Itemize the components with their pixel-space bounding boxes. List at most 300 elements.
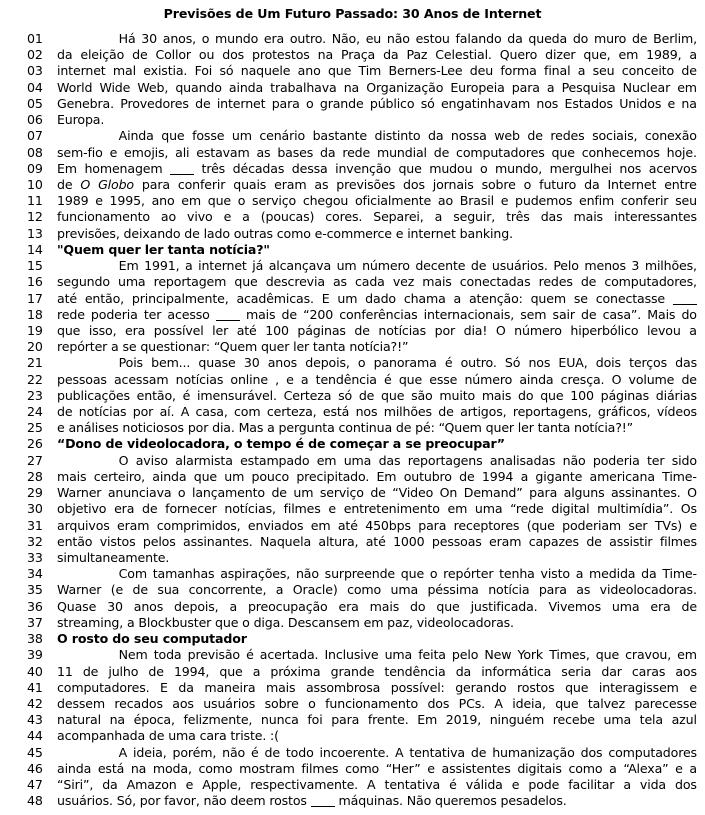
line-text-run: Paz bbox=[406, 47, 428, 63]
line-word bbox=[290, 31, 326, 46]
line-word bbox=[57, 193, 88, 208]
line-word bbox=[631, 258, 639, 273]
line-word bbox=[259, 128, 305, 143]
line-text-run: assinantes. bbox=[183, 533, 253, 549]
line-text-run: filmes bbox=[301, 760, 339, 776]
line-text-run: é bbox=[182, 387, 191, 403]
line-text-run: de bbox=[132, 582, 148, 598]
line-text-run: a bbox=[689, 760, 697, 776]
line-number: 10 bbox=[27, 176, 43, 192]
line-word bbox=[344, 501, 440, 516]
line-word bbox=[385, 777, 441, 792]
line-text-run: então, bbox=[84, 290, 125, 306]
line-text-run: de bbox=[148, 663, 164, 679]
line-number: 11 bbox=[27, 193, 43, 209]
line-content bbox=[55, 209, 705, 224]
text-line bbox=[0, 485, 705, 501]
line-text-run: e bbox=[511, 777, 520, 793]
line-text-run: anos, bbox=[162, 31, 196, 46]
line-text-run: mais bbox=[57, 468, 87, 484]
line-text-run: sem bbox=[520, 306, 547, 322]
text-line bbox=[0, 582, 705, 598]
line-word bbox=[656, 388, 697, 403]
line-word bbox=[239, 761, 295, 776]
line-text-run: acompanhada de uma cara triste. :( bbox=[57, 728, 279, 744]
line-text-run: na bbox=[343, 79, 360, 95]
line-text-run: a bbox=[229, 598, 238, 614]
line-word bbox=[460, 193, 494, 208]
line-text-run: o bbox=[177, 485, 186, 501]
line-text-run: é bbox=[449, 777, 457, 793]
line-text-run: de bbox=[82, 663, 99, 679]
line-word bbox=[57, 209, 150, 224]
line-text-run: acesso bbox=[167, 306, 210, 322]
line-word bbox=[153, 761, 192, 776]
line-text-run: certeiro, bbox=[93, 468, 146, 484]
line-word bbox=[301, 761, 338, 776]
line-word bbox=[241, 63, 291, 78]
line-word bbox=[57, 96, 114, 111]
line-text-run: conferir bbox=[620, 193, 669, 209]
text-line bbox=[0, 291, 705, 307]
line-word bbox=[252, 193, 296, 208]
line-text-run: de bbox=[370, 485, 386, 501]
line-word bbox=[521, 469, 529, 484]
line-word bbox=[292, 161, 328, 176]
line-text-run: foi bbox=[307, 712, 323, 728]
line-text-run: computadores bbox=[608, 744, 697, 760]
line-number: 08 bbox=[27, 144, 43, 160]
line-number: 05 bbox=[27, 95, 43, 111]
line-word bbox=[539, 582, 567, 597]
line-text-run: chama bbox=[403, 290, 446, 306]
line-word bbox=[438, 404, 453, 419]
line-number: 38 bbox=[27, 631, 43, 647]
line-text-run: todo bbox=[285, 744, 314, 760]
line-word bbox=[151, 355, 190, 370]
line-text-run: para bbox=[538, 582, 567, 598]
line-text-run: gráficos, bbox=[597, 404, 651, 420]
line-content bbox=[55, 291, 705, 306]
line-text-run: aos bbox=[675, 663, 697, 679]
line-text-run: público bbox=[369, 95, 415, 111]
line-text-run: o bbox=[479, 160, 488, 176]
line-text-run: segundo bbox=[57, 274, 110, 290]
line-text-run: décadas bbox=[232, 160, 285, 176]
line-word bbox=[634, 696, 697, 711]
line-text-run: as bbox=[314, 176, 329, 192]
line-word bbox=[114, 501, 134, 516]
text-line bbox=[0, 145, 705, 161]
line-word bbox=[143, 63, 187, 78]
line-text-run: notícias bbox=[175, 371, 224, 387]
line-text-run: Há bbox=[118, 31, 136, 46]
line-word bbox=[57, 777, 93, 792]
line-text-run: a bbox=[252, 663, 261, 679]
line-text-run: digitais bbox=[517, 760, 562, 776]
fill-in-blank bbox=[673, 304, 697, 305]
line-number: 46 bbox=[27, 760, 43, 776]
line-word bbox=[337, 291, 357, 306]
line-word bbox=[250, 777, 358, 792]
line-word bbox=[320, 745, 390, 760]
line-text-run: forma bbox=[500, 63, 537, 79]
line-text-run: 1989 bbox=[57, 193, 89, 209]
line-word bbox=[459, 696, 485, 711]
page-title: Previsões de Um Futuro Passado: 30 Anos de Internet bbox=[163, 6, 542, 21]
line-word bbox=[238, 193, 246, 208]
line-word bbox=[619, 161, 641, 176]
line-text-run: de bbox=[438, 404, 454, 420]
line-text-run: muro bbox=[593, 31, 627, 46]
line-text-run: o bbox=[237, 193, 246, 209]
line-word bbox=[488, 582, 529, 597]
line-text-run: existia. bbox=[143, 63, 188, 79]
line-word bbox=[381, 388, 404, 403]
line-word bbox=[454, 291, 462, 306]
line-text-run: parecesse bbox=[634, 695, 697, 711]
line-word bbox=[515, 193, 572, 208]
line-word bbox=[183, 534, 253, 549]
line-text-run: de bbox=[681, 371, 697, 387]
line-text-run: usuários bbox=[203, 695, 256, 711]
line-text-run: só bbox=[420, 95, 435, 111]
line-word bbox=[453, 209, 495, 224]
line-text-run: a bbox=[689, 47, 697, 63]
line-content bbox=[55, 582, 705, 597]
line-word bbox=[545, 47, 575, 62]
line-text-run: homenagem bbox=[84, 160, 163, 176]
line-text-run: ao bbox=[437, 193, 454, 209]
line-word bbox=[325, 566, 395, 581]
line-text-run: mal bbox=[112, 63, 136, 79]
line-word bbox=[561, 372, 605, 387]
line-text-run: nos bbox=[619, 160, 642, 176]
line-text-run: “Video bbox=[392, 485, 434, 501]
line-text-run: outro. bbox=[289, 31, 326, 46]
line-text-run: computadores bbox=[456, 144, 545, 160]
line-word bbox=[528, 355, 550, 370]
line-text-run: que bbox=[398, 371, 423, 387]
line-text-run: notícia bbox=[488, 582, 530, 598]
line-text-run: Web, bbox=[137, 79, 169, 95]
line-word bbox=[411, 388, 433, 403]
line-text-run: ao bbox=[160, 209, 177, 225]
line-text-run: que bbox=[234, 274, 258, 290]
line-text-run: que bbox=[207, 193, 232, 209]
line-number: 18 bbox=[27, 306, 43, 322]
line-text-run: York bbox=[517, 647, 544, 663]
line-text-run: Em bbox=[57, 160, 77, 176]
line-text-run: aos bbox=[172, 695, 194, 711]
line-word bbox=[366, 31, 381, 46]
text-line bbox=[0, 388, 705, 404]
line-word bbox=[198, 355, 235, 370]
line-text-run: aí. bbox=[159, 404, 175, 420]
line-text-run: feita bbox=[418, 647, 446, 663]
line-word bbox=[410, 599, 425, 614]
line-word bbox=[265, 745, 280, 760]
line-text-run: trabalhava bbox=[270, 79, 337, 95]
line-text-run: Vivemos bbox=[548, 598, 601, 614]
line-word bbox=[170, 161, 194, 176]
line-word bbox=[220, 566, 290, 581]
line-text-run: naquele bbox=[240, 63, 291, 79]
line-content bbox=[55, 80, 705, 95]
line-word bbox=[275, 372, 279, 387]
line-word bbox=[391, 680, 445, 695]
line-text-run: mergulhei bbox=[549, 160, 612, 176]
line-text-run: 1991, bbox=[144, 258, 180, 274]
line-word bbox=[57, 501, 106, 516]
line-text-run: de bbox=[459, 468, 475, 484]
line-word bbox=[102, 777, 117, 792]
line-word bbox=[198, 258, 247, 273]
line-word bbox=[507, 31, 522, 46]
line-text-run: A bbox=[494, 695, 503, 711]
line-word bbox=[188, 647, 240, 662]
line-text-run: de bbox=[195, 95, 211, 111]
line-text-run: 30 bbox=[243, 355, 260, 371]
line-text-run: O rosto do seu computador bbox=[57, 631, 247, 647]
line-word bbox=[399, 372, 422, 387]
line-word bbox=[322, 291, 330, 306]
line-word bbox=[95, 193, 103, 208]
line-text-run: Ainda bbox=[118, 128, 154, 144]
line-text-run: as bbox=[256, 144, 271, 160]
line-text-run: alarmista bbox=[175, 452, 233, 468]
line-word bbox=[647, 307, 675, 322]
line-word bbox=[189, 582, 267, 597]
line-text-run: Berners-Lee bbox=[388, 63, 463, 79]
text-line bbox=[0, 566, 705, 582]
line-text-run: O bbox=[687, 485, 697, 501]
italic-text: O bbox=[80, 176, 91, 192]
line-text-run: conexão bbox=[644, 128, 697, 144]
line-text-run: videolocadoras. bbox=[599, 582, 697, 598]
line-text-run: 1989, bbox=[646, 47, 682, 63]
line-text-run: mundo, bbox=[495, 160, 543, 176]
line-text-run: , bbox=[275, 371, 279, 387]
line-word bbox=[586, 534, 601, 549]
line-text-run: rede bbox=[57, 306, 85, 322]
line-text-run: aviso bbox=[135, 452, 168, 468]
text-line bbox=[0, 761, 705, 777]
line-number: 32 bbox=[27, 533, 43, 549]
line-text-run: Certeza bbox=[283, 387, 332, 403]
line-word bbox=[435, 47, 492, 62]
line-text-run: New bbox=[484, 647, 512, 663]
line-text-run: válida bbox=[465, 777, 503, 793]
line-text-run: número bbox=[514, 322, 562, 338]
line-word bbox=[224, 469, 244, 484]
line-text-run: A bbox=[394, 744, 404, 760]
line-text-run: visto bbox=[540, 566, 570, 582]
line-word bbox=[655, 518, 682, 533]
line-number: 20 bbox=[27, 339, 43, 355]
line-word bbox=[568, 761, 602, 776]
line-text-run: internet bbox=[216, 95, 266, 111]
line-text-run: dos bbox=[222, 47, 245, 63]
line-text-run: as bbox=[576, 582, 591, 598]
line-text-run: outubro bbox=[403, 468, 452, 484]
line-word bbox=[267, 404, 317, 419]
line-number: 40 bbox=[27, 663, 43, 679]
line-word bbox=[456, 31, 502, 46]
line-text-run: eram bbox=[274, 176, 307, 192]
line-text-run: quem bbox=[530, 290, 566, 306]
line-word bbox=[125, 323, 145, 338]
line-word bbox=[377, 145, 427, 160]
line-text-run: é bbox=[384, 371, 392, 387]
line-text-run: 450bps bbox=[365, 517, 411, 533]
line-content bbox=[55, 420, 705, 435]
line-text-run: quase bbox=[198, 355, 236, 371]
line-word bbox=[265, 323, 289, 338]
line-text-run: por bbox=[132, 404, 154, 420]
line-word bbox=[383, 47, 398, 62]
line-text-run: poderia bbox=[90, 306, 138, 322]
line-word bbox=[449, 777, 457, 792]
line-text-run: notícias bbox=[378, 322, 427, 338]
line-text-run: O bbox=[495, 322, 506, 338]
line-word bbox=[155, 47, 190, 62]
line-text-run: tendência bbox=[315, 371, 377, 387]
line-word bbox=[540, 388, 563, 403]
line-text-run: Collor bbox=[155, 47, 191, 63]
line-text-run: facilitar bbox=[568, 777, 615, 793]
line-text-run: está bbox=[97, 760, 125, 776]
line-word bbox=[645, 258, 697, 273]
line-word bbox=[224, 209, 232, 224]
line-word bbox=[494, 128, 520, 143]
line-word bbox=[541, 209, 563, 224]
line-word bbox=[675, 664, 697, 679]
line-text-run: e bbox=[185, 777, 194, 793]
line-text-run: Apple, bbox=[202, 777, 242, 793]
line-word bbox=[219, 664, 242, 679]
line-text-run: Inclusive bbox=[324, 647, 379, 663]
line-text-run: um bbox=[224, 468, 245, 484]
line-text-run: ideia, bbox=[512, 695, 546, 711]
line-word bbox=[574, 291, 588, 306]
line-word bbox=[601, 664, 621, 679]
line-word bbox=[114, 372, 168, 387]
line-word bbox=[470, 63, 493, 78]
line-text-run: uma bbox=[384, 647, 413, 663]
line-word bbox=[234, 404, 260, 419]
text-line bbox=[0, 47, 705, 63]
line-word bbox=[153, 566, 215, 581]
text-line bbox=[0, 63, 705, 79]
line-word bbox=[142, 177, 170, 192]
line-text-run: para bbox=[141, 176, 170, 192]
line-text-run: recebe bbox=[552, 712, 595, 728]
line-text-run: estou bbox=[415, 31, 450, 46]
line-text-run: dos bbox=[403, 176, 425, 192]
line-word bbox=[57, 647, 148, 662]
text-line bbox=[0, 372, 705, 388]
line-text-run: ou bbox=[198, 47, 215, 63]
line-word bbox=[366, 534, 386, 549]
line-text-run: de bbox=[271, 485, 287, 501]
line-word bbox=[592, 128, 637, 143]
line-text-run: de bbox=[581, 306, 597, 322]
line-text-run: Com bbox=[118, 566, 147, 582]
line-word bbox=[499, 566, 535, 581]
line-text-run: acessam bbox=[113, 371, 169, 387]
line-text-run: 1994 bbox=[481, 468, 514, 484]
line-word bbox=[647, 323, 681, 338]
line-word bbox=[251, 469, 289, 484]
text-line bbox=[0, 534, 705, 550]
line-text-run: usuários. Só, por favor, não deem rostos bbox=[57, 793, 311, 809]
line-text-run: tamanhas bbox=[152, 566, 215, 582]
line-word bbox=[252, 47, 310, 62]
line-text-run: são bbox=[411, 387, 433, 403]
line-text-run: ninguém bbox=[489, 712, 545, 728]
line-text-run: de bbox=[586, 533, 602, 549]
line-word bbox=[298, 63, 321, 78]
line-text-run: analisadas bbox=[489, 452, 556, 468]
line-text-run: e bbox=[95, 193, 103, 209]
line-text-run: enfim bbox=[578, 193, 615, 209]
line-text-run: uma bbox=[474, 501, 503, 517]
line-text-run: na bbox=[130, 760, 147, 776]
text-line bbox=[0, 209, 705, 225]
line-text-run: muito bbox=[439, 387, 476, 403]
line-word bbox=[378, 323, 426, 338]
line-content bbox=[55, 712, 705, 727]
line-word bbox=[563, 453, 586, 468]
line-text-run: estampado bbox=[240, 452, 310, 468]
line-text-run: comprimidos, bbox=[156, 517, 241, 533]
line-content bbox=[55, 128, 705, 143]
line-text-run: da bbox=[584, 176, 600, 192]
line-text-run: como bbox=[347, 582, 382, 598]
line-text-run: páginas bbox=[297, 322, 346, 338]
text-line bbox=[0, 518, 705, 534]
line-text-run: ali bbox=[175, 144, 190, 160]
numbered-text-body bbox=[0, 31, 705, 810]
line-text-run: serviço bbox=[319, 485, 364, 501]
line-word bbox=[541, 566, 570, 581]
text-line bbox=[0, 161, 705, 177]
line-word bbox=[374, 355, 437, 370]
line-word bbox=[261, 712, 299, 727]
line-word bbox=[57, 307, 85, 322]
line-word bbox=[441, 96, 530, 111]
line-word bbox=[202, 31, 210, 46]
line-text-run: engatinhavam bbox=[440, 95, 531, 111]
line-text-run: “Alexa” bbox=[623, 760, 669, 776]
line-word bbox=[629, 355, 667, 370]
line-word bbox=[646, 47, 681, 62]
line-text-run: e bbox=[427, 760, 435, 776]
line-word bbox=[154, 274, 227, 289]
line-word bbox=[216, 307, 240, 322]
line-word bbox=[336, 177, 395, 192]
line-text-run: pode bbox=[528, 777, 560, 793]
line-text-run: nos bbox=[528, 355, 551, 371]
line-word bbox=[428, 128, 443, 143]
line-text-run: outro. bbox=[460, 355, 497, 371]
line-word bbox=[265, 696, 299, 711]
line-word bbox=[593, 453, 640, 468]
line-word bbox=[576, 582, 590, 597]
line-text-run: a bbox=[434, 209, 443, 225]
line-text-run: bases bbox=[277, 144, 314, 160]
